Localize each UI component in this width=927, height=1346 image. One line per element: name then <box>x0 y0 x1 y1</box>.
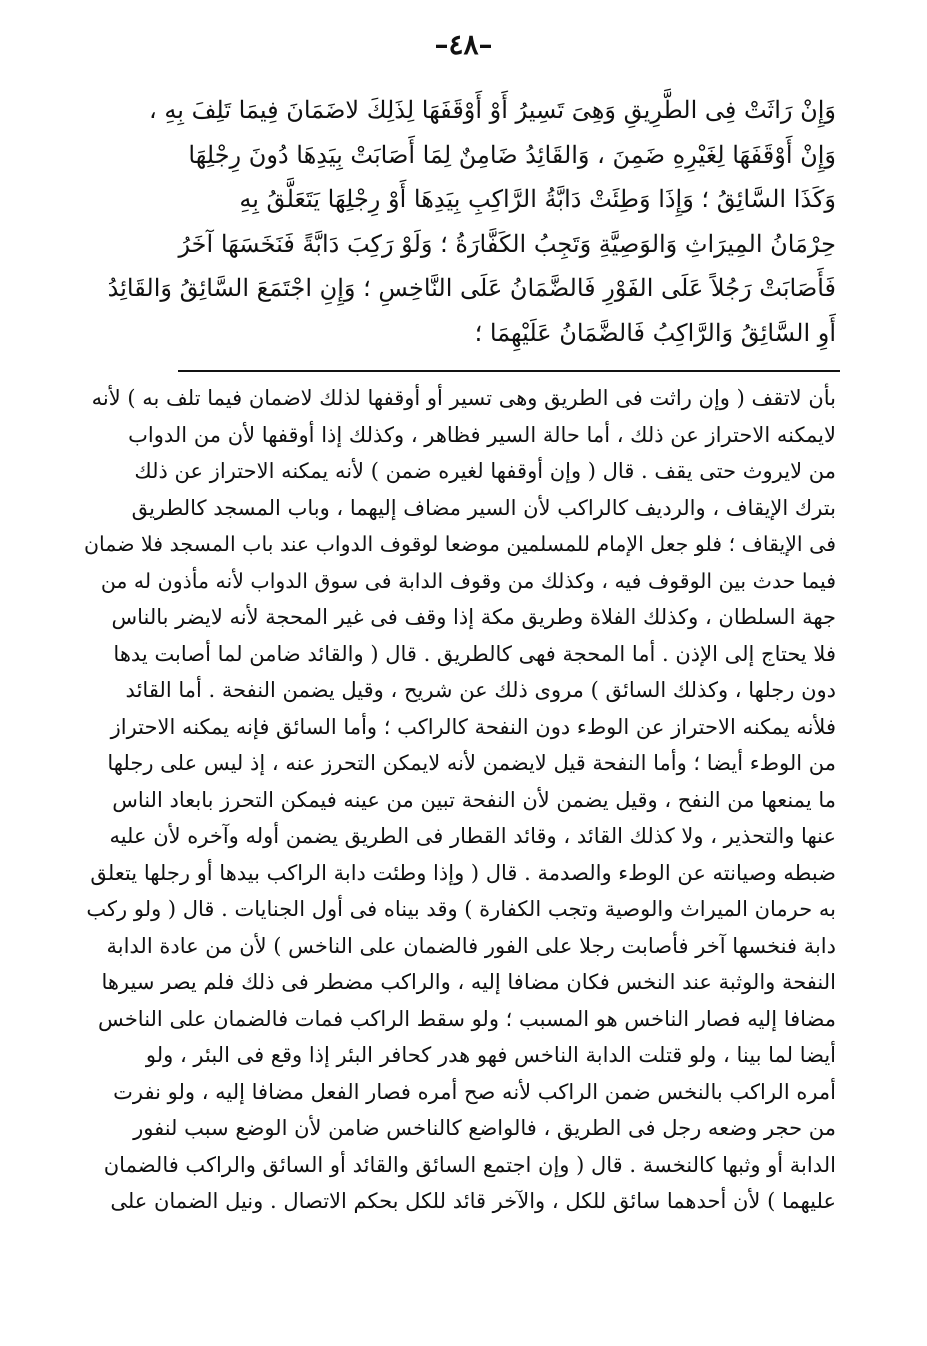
main-text <box>88 88 836 356</box>
commentary-line: عنها والتحذير ، ولا كذلك القائد ، وقائد القطار فى الطريق يضمن أوله وآخره لأن عليه <box>109 824 836 848</box>
commentary-line: فلا يحتاج إلى الإذن . أما المحجة فهى كالطريق . قال ( والقائد ضامن لما أصابت يدها <box>113 641 836 666</box>
commentary-line: دون رجلها ، وكذلك السائق ) مروى ذلك عن شريح ، وقيل يضمن النفحة . أما القائد <box>125 678 836 702</box>
commentary-line: من الوطء أيضا ؛ وأما النفحة قيل لايضمن لأنه لايمكن التحرز عنه ، إذ ليس على رجلها <box>107 751 836 775</box>
commentary-line: الدابة أو وثبها كالنخسة . قال ( وإن اجتمع السائق والقائد أو السائق والراكب فالضمان <box>103 1152 836 1177</box>
commentary-line: النفحة والوثبة عند النخس فكان مضافا إليه ، والراكب مضطر فى ذلك فلم يصر سيرها <box>101 970 836 994</box>
commentary-line: ضبطه وصيانته عن الوطء والصدمة . قال ( وإذا وطئت دابة الراكب بيدها أو رجلها يتعلق <box>90 860 836 885</box>
commentary-line: بأن لاتقف ( وإن راثت فى الطريق وهى تسير أو أوقفها لذلك لاضمان فيما تلف به ) لأنه <box>91 386 836 410</box>
commentary-line: فى الإيقاف ؛ فلو جعل الإمام للمسلمين موضعا لوقوف الدواب عند باب المسجد فلا ضمان <box>84 532 836 556</box>
commentary-line: مضافا إليه فصار الناخس هو المسبب ؛ ولو سقط الراكب فمات فالضمان على الناخس <box>98 1006 836 1031</box>
commentary-line: عليهما ) لأن أحدهما سائق للكل ، والآخر قائد للكل بحكم الاتصال . ونيل الضمان على <box>110 1189 836 1213</box>
commentary-line: ما يمنعها من النفح ، وقيل يضمن لأن النفحة تبين من عينه فيمكن التحرز بابعاد الناس <box>112 787 836 812</box>
commentary-line: لايمكنه الاحتراز عن ذلك ، أما حالة السير فظاهر ، وكذلك إذا أوقفها لأن من الدواب <box>128 422 836 447</box>
commentary-text <box>84 380 836 1220</box>
main-text-line: فَأَصَابَتْ رَجُلاً عَلَى الفَوْرِ فَالضَّمَانُ عَلَى النَّاخِسِ ؛ وَإِنِ اجْتَمَعَ السَّائِقُ وَالقَائِدُ <box>107 274 836 303</box>
page-number: –٤٨– <box>434 28 493 61</box>
main-text-line: وَكَذَا السَّائِقُ ؛ وَإِذَا وَطِئَتْ دَابَّةُ الرَّاكِبِ بِيَدِهَا أَوْ رِجْلِهَا يَتَعَلَّقُ بِهِ <box>239 185 836 214</box>
commentary-line: جهة السلطان ، وكذلك الفلاة وطريق مكة إذا وقف فى غير المحجة لأنه لايضر بالناس <box>111 605 836 629</box>
main-text-line: حِرْمَانُ المِيرَاثِ وَالوَصِيَّةِ وَتَجِبُ الكَفَّارَةُ ؛ وَلَوْ رَكِبَ دَابَّةً فَنَخَسَهَا آخَرُ <box>178 229 836 258</box>
commentary-line: أمره الراكب بالنخس ضمن الراكب لأنه صح أمره فصار الفعل مضافا إليه ، ولو نفرت <box>113 1079 836 1104</box>
commentary-line: به حرمان الميراث والوصية وتجب الكفارة ) وقد بيناه فى أول الجنايات . قال ( ولو ركب <box>86 897 836 921</box>
commentary-line: فلأنه يمكنه الاحتراز عن الوطء دون النفحة كالراكب ؛ وأما السائق فإنه يمكنه الاحتراز <box>110 714 836 739</box>
commentary-line: من لايروث حتى يقف . قال ( وإن أوقفها لغيره ضمن ) لأنه يمكنه الاحتراز عن ذلك <box>134 459 836 483</box>
commentary-line: بترك الإيقاف ، والرديف كالراكب لأن السير مضاف إليهما ، وباب المسجد كالطريق <box>131 495 836 520</box>
separator-rule <box>178 370 840 372</box>
commentary-line: أيضا لما بينا ، ولو قتلت الدابة الناخس فهو هدر كحافر البئر إذا وقع فى البئر ، ولو <box>145 1043 836 1067</box>
commentary-line: دابة فنخسها آخر فأصابت رجلا على الفور فالضمان على الناخس ) لأن من عادة الدابة <box>106 933 836 958</box>
main-text-line: وَإِنْ رَاثَتْ فِى الطَّرِيقِ وَهِىَ تَسِيرُ أَوْ أَوْقَفَهَا لِذَلِكَ لاضَمَانَ فِيمَا تَلِفَ بِهِ ، <box>149 96 836 124</box>
main-text-line: وَإِنْ أَوْقَفَهَا لِغَيْرِهِ ضَمِنَ ، وَالقَائِدُ ضَامِنٌ لِمَا أَصَابَتْ بِيَدِهَا دُونَ رِجْلِهَا <box>188 140 836 169</box>
commentary-line: فيما حدث بين الوقوف فيه ، وكذلك من وقوف الدابة فى سوق الدواب لأنه مأذون له من <box>100 568 836 593</box>
commentary-line: من حجر وضعه رجل فى الطريق ، فالواضع كالناخس ضامن لأن الوضع سبب لنفور <box>133 1116 836 1140</box>
main-text-line: أَوِ السَّائِقُ وَالرَّاكِبُ فَالضَّمَانُ عَلَيْهِمَا ؛ <box>474 318 836 347</box>
